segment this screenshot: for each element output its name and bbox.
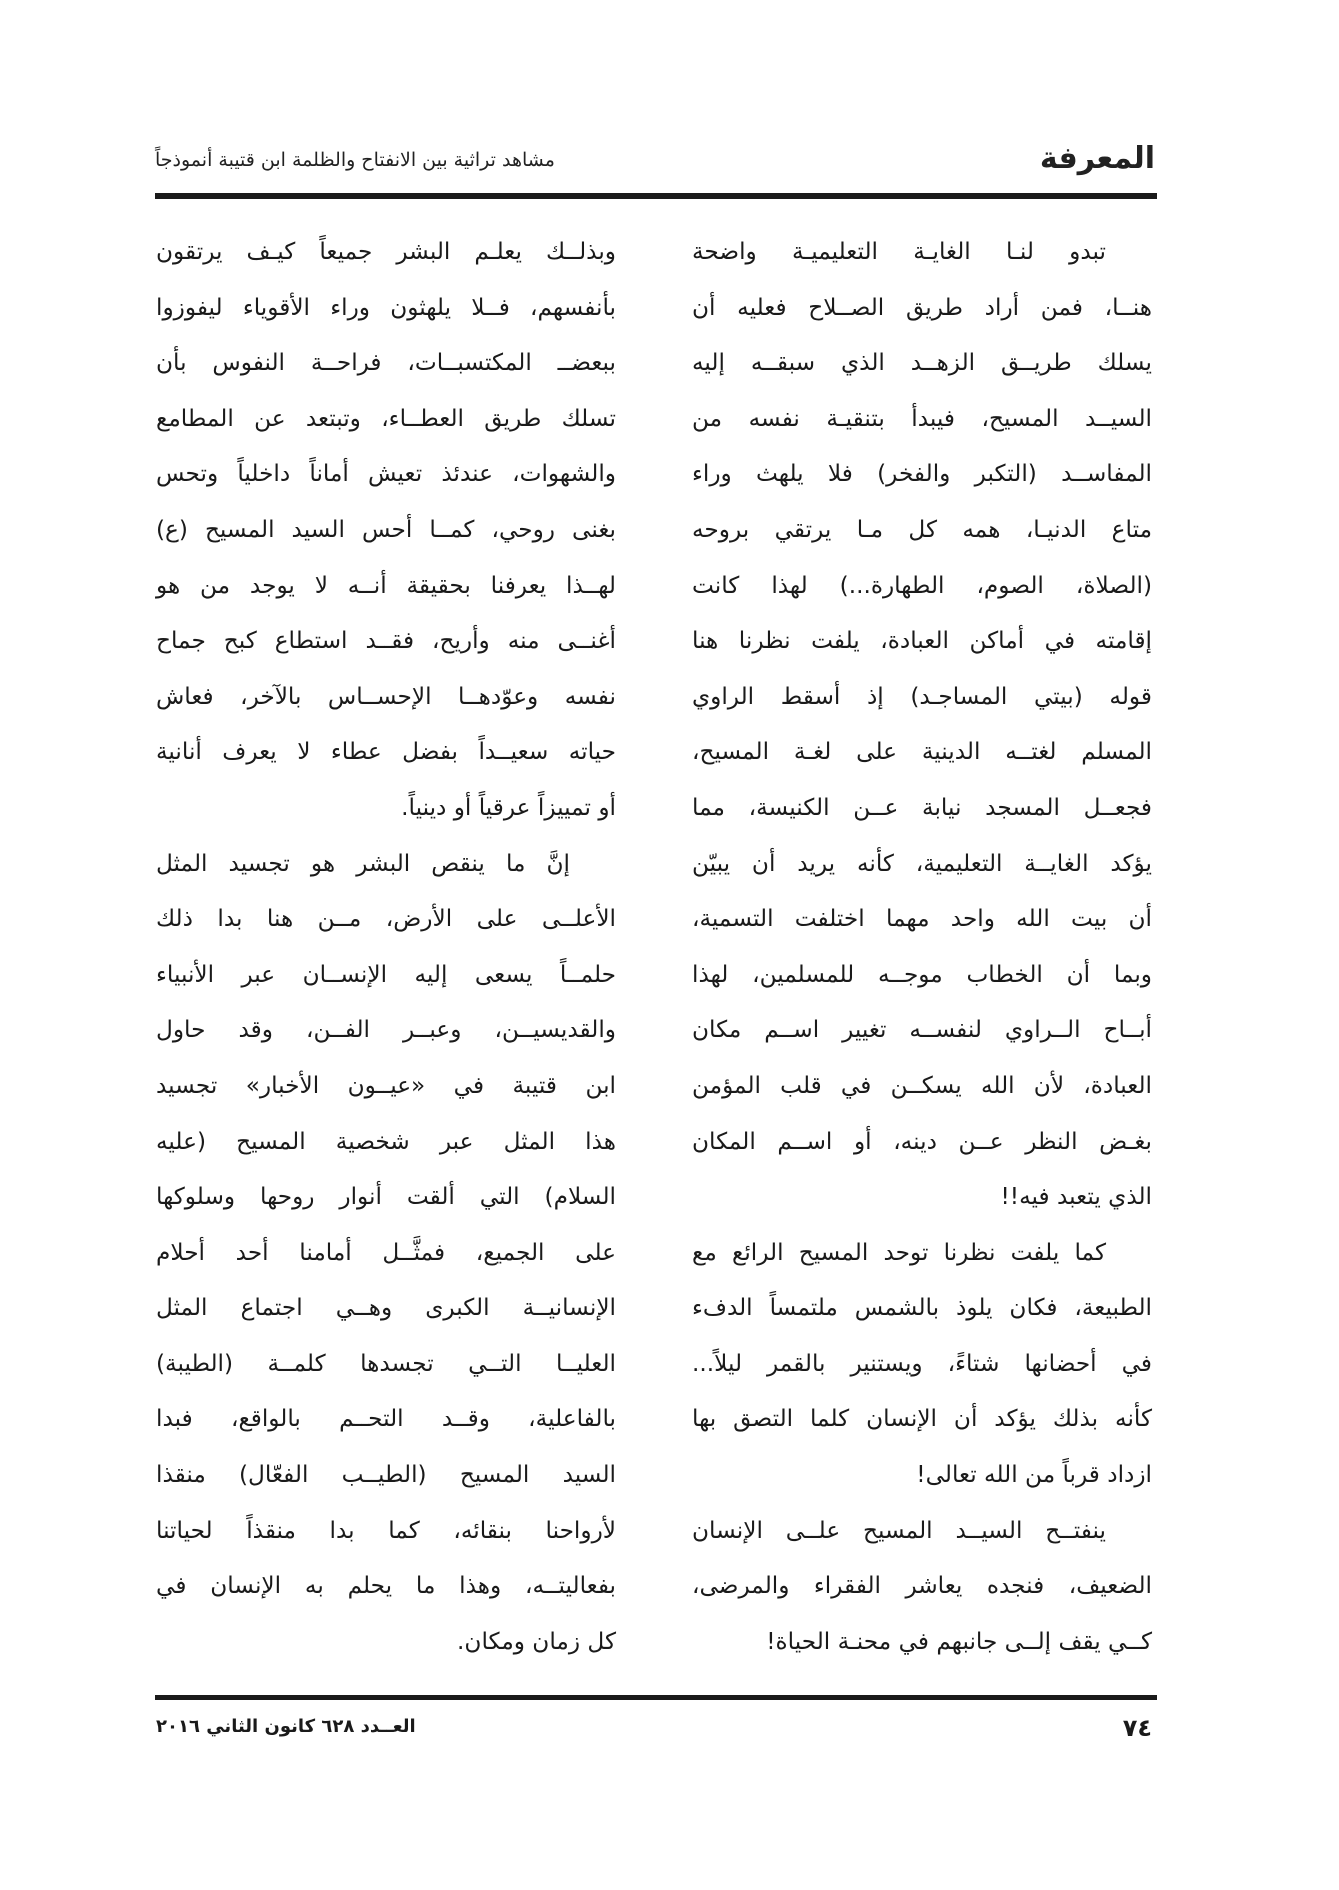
text-line: ببعضــ المكتسبــات، فراحــة النفوس بأن [156,349,616,377]
text-line: قوله (بيتي المساجـد) إذ أسقط الراوي [692,682,1152,710]
text-line: أغنــى منه وأريح، فقــد استطاع كبح جماح [156,627,616,655]
text-line: والقديسيــن، وعبــر الفــن، وقد حاول [156,1016,616,1044]
text-line: بالفاعلية، وقــد التحــم بالواقع، فبدا [156,1405,616,1433]
text-line: بفعاليتــه، وهذا ما يحلم به الإنسان في [156,1572,616,1600]
text-line: كأنه بذلك يؤكد أن الإنسان كلما التصق بها [692,1405,1152,1433]
text-line: بغـض النظر عــن دينه، أو اســم المكان [692,1127,1152,1155]
text-line: (الصلاة، الصوم، الطهارة...) لهذا كانت [692,571,1152,599]
text-line: والشهوات، عندئذ تعيش أماناً داخلياً وتحس [156,460,616,488]
text-line: ازداد قرباً من الله تعالى! [916,1461,1152,1489]
text-line: الذي يتعبد فيه!! [1000,1183,1152,1211]
page-number: ٧٤ [1122,1714,1152,1742]
text-line: حياته سعيــداً بفضل عطاء لا يعرف أنانية [156,738,616,766]
text-line: ينفتــح السيــد المسيح علــى الإنسان [692,1516,1106,1544]
text-line: إنَّ ما ينقص البشر هو تجسيد المثل [156,849,570,877]
text-line: الإنسانيــة الكبرى وهــي اجتماع المثل [156,1294,616,1322]
text-line: هذا المثل عبر شخصية المسيح (عليه [156,1127,616,1155]
text-column-right [692,224,1152,1669]
text-line: فجعــل المسجد نيابة عــن الكنيسة، مما [692,793,1152,821]
text-line: لأرواحنا بنقائه، كما بدا منقذاً لحياتنا [156,1516,616,1544]
text-line: بغنى روحي، كمــا أحس السيد المسيح (ع) [156,515,616,543]
text-line: العليــا التــي تجسدها كلمــة (الطيبة) [156,1349,616,1377]
text-line: إقامته في أماكن العبادة، يلفت نظرنا هنا [692,627,1152,655]
text-line: في أحضانها شتاءً، ويستنير بالقمر ليلاً... [692,1349,1152,1377]
text-line: المفاســد (التكبر والفخر) فلا يلهث وراء [692,460,1152,488]
text-line: وبذلــك يعلـم البشر جميعاً كيـف يرتقون [156,238,616,265]
article-running-title: مشاهد تراثية بين الانفتاح والظلمة ابن قتيبة أنموذجاً [155,149,555,171]
text-line: متاع الدنيـا، همه كل مـا يرتقي بروحه [692,515,1152,543]
text-line: كما يلفت نظرنا توحد المسيح الرائع مع [692,1238,1106,1266]
magazine-logo: المعرفة [1039,141,1155,176]
text-line: الضعيف، فنجده يعاشر الفقراء والمرضى، [692,1572,1152,1600]
text-line: بأنفسهم، فــلا يلهثون وراء الأقوياء ليفوزوا [156,293,616,321]
text-line: وبما أن الخطاب موجــه للمسلمين، لهذا [692,960,1152,988]
text-line: أبــاح الــراوي لنفســه تغيير اســم مكان [692,1016,1152,1044]
text-line: على الجميع، فمثَّــل أمامنا أحد أحلام [156,1238,616,1266]
text-line: يسلك طريــق الزهــد الذي سبقــه إليه [692,349,1152,377]
text-line: هنــا، فمن أراد طريق الصــلاح فعليه أن [692,293,1152,321]
text-column-left [156,224,616,1669]
text-line: نفسه وعوّدهــا الإحســاس بالآخر، فعاش [156,682,616,710]
text-line: كل زمان ومكان. [457,1627,616,1655]
text-line: أن بيت الله واحد مهما اختلفت التسمية، [692,905,1152,933]
text-line: السلام) التي ألقت أنوار روحها وسلوكها [156,1183,616,1211]
text-line: العبادة، لأن الله يسكــن في قلب المؤمن [692,1071,1152,1099]
text-line: أو تمييزاً عرقياً أو دينياً. [401,793,616,821]
text-line: كــي يقف إلــى جانبهم في محنـة الحياة! [766,1627,1152,1655]
text-line: تسلك طريق العطــاء، وتبتعد عن المطامع [156,404,616,432]
text-line: الطبيعة، فكان يلوذ بالشمس ملتمساً الدفء [692,1294,1152,1322]
text-line: الأعلــى على الأرض، مــن هنا بدا ذلك [156,905,616,933]
issue-info: العــدد ٦٢٨ كانون الثاني ٢٠١٦ [156,1716,416,1737]
text-line: ابن قتيبة في «عيــون الأخبار» تجسيد [156,1071,616,1099]
footer-divider [155,1695,1157,1700]
text-line: السيــد المسيح، فيبدأ بتنقيـة نفسه من [692,404,1152,432]
text-line: المسلم لغتــه الدينية على لغـة المسيح، [692,738,1152,766]
text-line: يؤكد الغايــة التعليمية، كأنه يريد أن يبيّن [692,849,1152,877]
text-line: لهــذا يعرفنا بحقيقة أنــه لا يوجد من هو [156,571,616,599]
page-header [155,135,1155,190]
text-line: السيد المسيح (الطيــب الفعّال) منقذا [156,1461,616,1489]
text-line: تبدو لنـا الغايـة التعليميـة واضحة [692,238,1106,265]
text-line: حلمــاً يسعى إليه الإنســان عبر الأنبياء [156,960,616,988]
header-divider [155,193,1157,199]
